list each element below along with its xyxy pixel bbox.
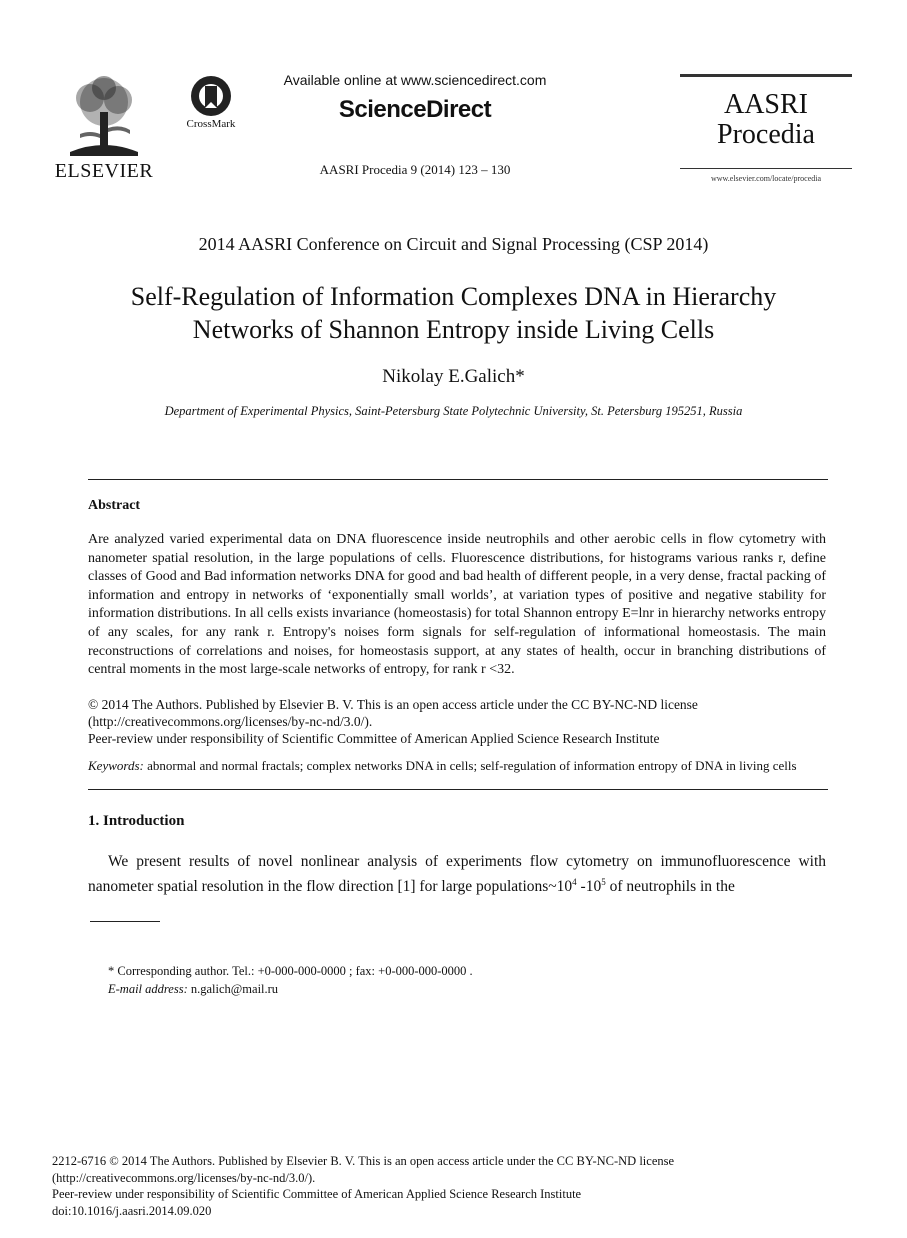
abstract-bottom-rule [88,789,828,790]
abstract-body: Are analyzed varied experimental data on DNA fluorescence inside neutrophils and other aerobic cells in flow cytometry with nanometer spatial resolution, in the large populations of cells. Fluorescence distributions, for histograms various ranks r, define classes of Good and Bad information networks DNA for good and bad health of different people, in a very dense, fractal packing of information and entropy in networks of ‘exponentially small worlds’, at variation types of positive and negative stability for information distributions. In all cells exists invariance (homeostasis) for total Shannon entropy E=lnr in hierarchy networks entropy of any scales, for any rank r. Entropy's noises form signals for self-regulation of informational homeostasis. The main reconstructions of correlations and noises, for homeostasis support, at any states of health, occur in branching distributions of central moments in the most large-scale networks of entropy, for rank r <32. [88,532,826,678]
aasri-url[interactable]: www.elsevier.com/locate/procedia [710,174,822,183]
email-address[interactable]: n.galich@mail.ru [187,982,279,996]
keywords-list: abnormal and normal fractals; complex networks DNA in cells; self-regulation of information entropy of DNA in living cells [143,758,797,773]
license-link[interactable]: (http://creativecommons.org/licenses/by-nc-nd/3.0/). [88,714,373,729]
license-block [88,696,826,747]
email-label: E-mail address: [108,982,188,996]
footer-doi[interactable]: doi:10.1016/j.aasri.2014.09.020 [52,1203,212,1218]
keywords [88,758,826,774]
aasri-procedia-logo [680,74,852,186]
footer-peer-review: Peer-review under responsibility of Scientific Committee of American Applied Science Research Institute [52,1187,582,1201]
elsevier-wordmark: ELSEVIER [54,160,154,182]
aasri-title-line1: AASRI [723,89,808,120]
elsevier-tree-icon [60,72,148,158]
aasri-title-line2: Procedia [717,119,815,150]
intro-sup1: 4 [572,877,577,887]
sciencedirect-wordmark: ScienceDirect [338,96,492,123]
author-name: Nikolay E.Galich* [382,366,525,387]
conference-name: 2014 AASRI Conference on Circuit and Signal Processing (CSP 2014) [198,234,709,254]
page-footer [52,1153,852,1219]
keywords-label: Keywords: [88,758,144,773]
elsevier-logo [52,72,156,180]
intro-sup2: 5 [601,877,606,887]
affiliation: Department of Experimental Physics, Saint-Petersburg State Polytechnic University, St. Petersburg 195251, Russia [164,404,743,418]
crossmark-label: CrossMark [186,118,236,130]
abstract-heading: Abstract [88,498,141,513]
abstract-top-rule [88,479,828,480]
paper-title [60,280,847,346]
available-online: Available online at www.sciencedirect.com [283,72,547,88]
intro-text-part3: of neutrophils in the [605,878,735,896]
footer-license-link[interactable]: (http://creativecommons.org/licenses/by-nc-nd/3.0/). [52,1170,316,1185]
email-footnote [108,982,278,997]
aasri-title [680,90,852,150]
paper-title-line2: Networks of Shannon Entropy inside Living Cells [192,315,715,344]
introduction-text [88,852,826,897]
intro-text-part2: -10 [576,878,602,896]
introduction-heading: 1. Introduction [88,813,185,829]
aasri-top-rule [680,74,852,77]
peer-review: Peer-review under responsibility of Scientific Committee of American Applied Science Research Institute [88,731,660,746]
intro-text-part1: We present results of novel nonlinear analysis of experiments flow cytometry on immunofluorescence with nanometer spatial resolution in the flow direction [1] for large populations~10 [88,853,826,896]
corresponding-author-footnote: * Corresponding author. Tel.: +0-000-000-0000 ; fax: +0-000-000-0000 . [108,964,473,978]
journal-reference: AASRI Procedia 9 (2014) 123 – 130 [319,162,511,177]
footer-issn-license: 2212-6716 © 2014 The Authors. Published by Elsevier B. V. This is an open access article under the CC BY-NC-ND license [52,1154,675,1168]
aasri-bottom-rule [680,168,852,169]
footnote-rule [90,921,160,922]
license-line1: © 2014 The Authors. Published by Elsevier B. V. This is an open access article under the CC BY-NC-ND license [88,697,698,712]
paper-title-line1: Self-Regulation of Information Complexes DNA in Hierarchy [130,282,777,311]
